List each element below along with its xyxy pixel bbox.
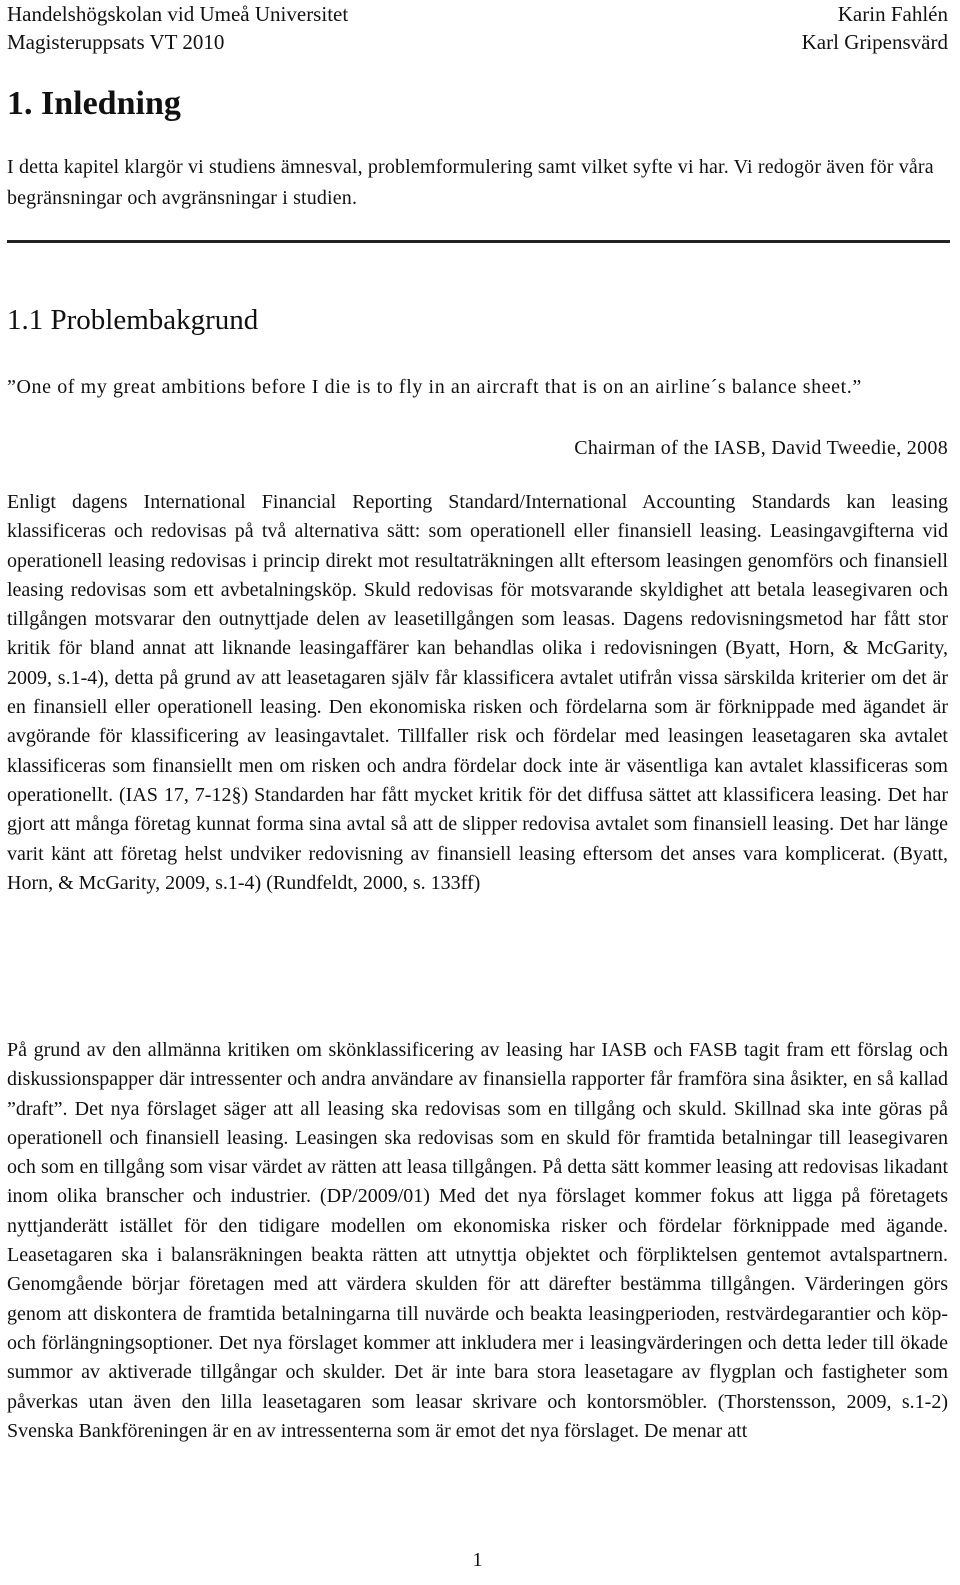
chapter-heading: 1. Inledning: [7, 85, 181, 122]
section-heading: 1.1 Problembakgrund: [7, 304, 259, 336]
header-left: [7, 0, 348, 56]
header-institution: Handelshögskolan vid Umeå Universitet: [7, 2, 349, 26]
header-thesis: Magisteruppsats VT 2010: [7, 30, 225, 54]
epigraph-attribution: Chairman of the IASB, David Tweedie, 2008: [574, 437, 948, 459]
chapter-intro: I detta kapitel klargör vi studiens ämnesval, problemformulering samt vilket syfte vi har. Vi redogör även för våra begränsningar och avgränsningar i studien.: [7, 156, 934, 209]
header-author-2: Karl Gripensvärd: [801, 30, 948, 54]
body-paragraph: På grund av den allmänna kritiken om skönklassificering av leasing har IASB och FASB tagit fram ett förslag och diskussionspapper där intressenter och andra användare av finansiella rapporter får framföra sina åsikter, en så kallad ”draft”. Det nya förslaget säger att all leasing ska redovisas som en tillgång och skuld. Skillnad ska inte göras på operationell och finansiell leasing. Leasingen ska redovisas som en skuld för framtida betalningar till leasegivaren och som en tillgång som visar värdet av rätten att leasa tillgången. På detta sätt kommer leasing att redovisas likadant inom olika branscher och industrier. (DP/2009/01) Med det nya förslaget kommer fokus att ligga på företagets nyttjanderätt istället för den tidigare modellen om ekonomiska risker och fördelar förknippade med ägande. Leasetagaren ska i balansräkningen beakta rätten att utnyttja objektet och förpliktelsen gentemot avtalspartnern. Genomgående börjar företagen med att värdera skulden för att därefter bestämma tillgången. Värderingen görs genom att diskontera de framtida betalningarna till nuvärde och beakta leasingperioden, restvärdegarantier och köp- och förlängningsoptioner. Det nya förslaget kommer att inkludera mer i leasingvärderingen och detta leder till ökade summor av aktiverade tillgångar och skulder. Det är inte bara stora leasetagare av flygplan och fastigheter som påverkas utan även den lilla leasetagaren som leasar skrivare och kontorsmöbler. (Thorstensson, 2009, s.1-2) Svenska Bankföreningen är en av intressenterna som är emot det nya förslaget. De menar att: [7, 1039, 948, 1442]
body-paragraph: Enligt dagens International Financial Reporting Standard/International Accounting Standards kan leasing klassificeras och redovisas på två alternativa sätt: som operationell eller finansiell leasing. Leasingavgifterna vid operationell leasing redovisas i princip direkt mot resultaträkningen allt eftersom leasingen genomförs och finansiell leasing redovisas som ett avbetalningsköp. Skuld redovisas för motsvarande skyldighet att betala leasegivaren och tillgången motsvarar den outnyttjade delen av leasetillgången som leasas. Dagens redovisningsmetod har fått stor kritik för bland annat att liknande leasingaffärer kan behandlas olika i redovisningen (Byatt, Horn, & McGarity, 2009, s.1-4), detta på grund av att leasetagaren själv får klassificera avtalet utifrån vissa särskilda kriterier om det är en finansiell eller operationell leasing. Den ekonomiska risken och fördelarna som är förknippade med ägandet är avgörande för klassificering av leasingavtalet. Tillfaller risk och fördelar med leasingen leasetagaren ska avtalet klassificeras som finansiellt men om risken och andra fördelar dock inte är väsentliga kan avtalet klassificeras som operationellt. (IAS 17, 7-12§) Standarden har fått mycket kritik för det diffusa sättet att klassificera leasing. Det har gjort att många företag kunnat forma sina avtal så att de slipper redovisa avtalet som finansiell leasing. Det har länge varit känt att företag helst undviker redovisning av finansiell leasing eftersom det anses vara komplicerat. (Byatt, Horn, & McGarity, 2009, s.1-4) (Rundfeldt, 2000, s. 133ff): [7, 491, 948, 894]
page-number: 1: [472, 1549, 483, 1571]
epigraph-quote: ”One of my great ambitions before I die is to fly in an aircraft that is on an airline´s balance sheet.”: [7, 376, 862, 398]
header-author-1: Karin Fahlén: [837, 2, 948, 26]
section-divider: [7, 240, 950, 243]
header-right: [802, 0, 948, 56]
